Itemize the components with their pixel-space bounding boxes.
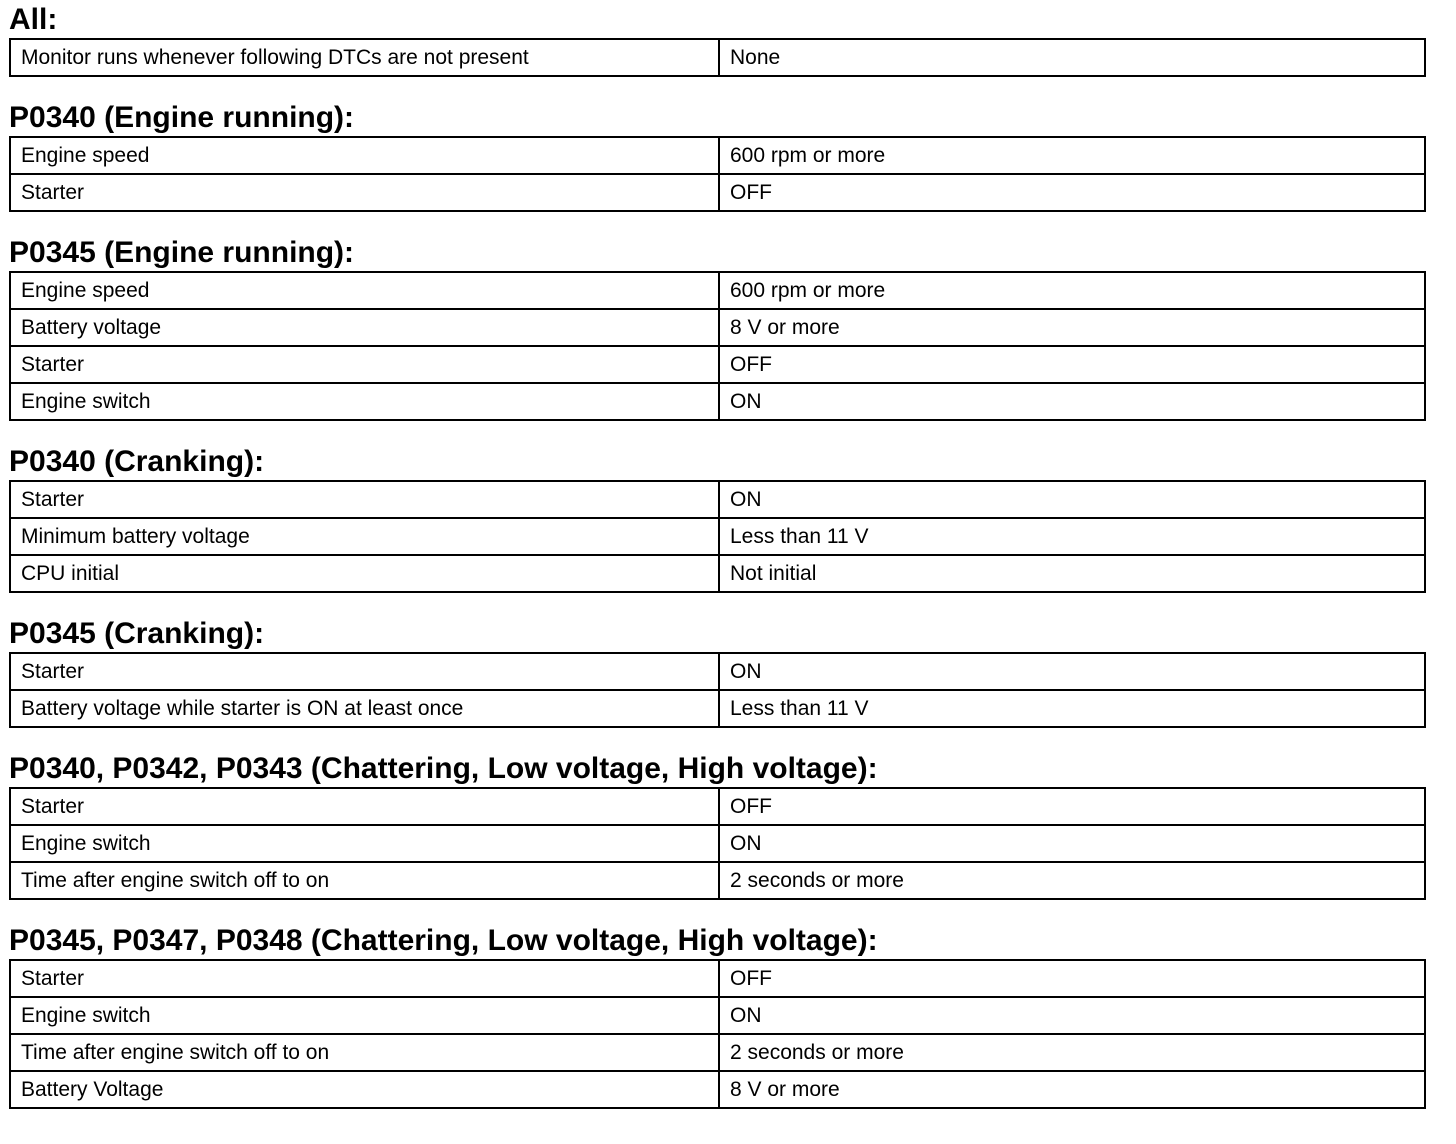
section-title: P0340 (Cranking): — [9, 445, 265, 478]
section-p0345-engine-running — [9, 233, 1426, 421]
table-row — [10, 825, 1425, 862]
table-row — [10, 518, 1425, 555]
section-p0340-cranking — [9, 442, 1426, 593]
condition-value: Less than 11 V — [719, 690, 1425, 727]
table-row — [10, 1071, 1425, 1108]
condition-value: Not initial — [719, 555, 1425, 592]
condition-label: Engine switch — [10, 825, 719, 862]
condition-label: Engine speed — [10, 272, 719, 309]
condition-label: Battery voltage while starter is ON at least once — [10, 690, 719, 727]
condition-label: CPU initial — [10, 555, 719, 592]
table-row — [10, 174, 1425, 211]
condition-label: Monitor runs whenever following DTCs are not present — [10, 39, 719, 76]
condition-value: OFF — [719, 174, 1425, 211]
section-p0345-cranking — [9, 614, 1426, 728]
condition-value: 8 V or more — [719, 309, 1425, 346]
section-all — [9, 0, 1426, 77]
condition-table — [9, 787, 1426, 900]
section-title: P0345 (Cranking): — [9, 617, 265, 650]
section-p0345-chattering — [9, 921, 1426, 1109]
condition-table — [9, 652, 1426, 728]
condition-label: Time after engine switch off to on — [10, 862, 719, 899]
table-row — [10, 346, 1425, 383]
condition-value: ON — [719, 997, 1425, 1034]
condition-value: OFF — [719, 960, 1425, 997]
table-row — [10, 997, 1425, 1034]
table-row — [10, 383, 1425, 420]
condition-label: Starter — [10, 346, 719, 383]
table-row — [10, 690, 1425, 727]
section-title: P0340 (Engine running): — [9, 101, 355, 134]
condition-value: 8 V or more — [719, 1071, 1425, 1108]
condition-table — [9, 271, 1426, 421]
condition-table — [9, 959, 1426, 1109]
condition-label: Starter — [10, 481, 719, 518]
condition-value: 600 rpm or more — [719, 137, 1425, 174]
condition-label: Engine speed — [10, 137, 719, 174]
section-title: P0340, P0342, P0343 (Chattering, Low voltage, High voltage): — [9, 752, 878, 785]
section-p0340-engine-running — [9, 98, 1426, 212]
condition-document — [9, 0, 1426, 1109]
section-p0340-chattering — [9, 749, 1426, 900]
condition-value: OFF — [719, 788, 1425, 825]
section-title: All: — [9, 3, 58, 36]
condition-label: Starter — [10, 788, 719, 825]
condition-value: 2 seconds or more — [719, 862, 1425, 899]
condition-label: Starter — [10, 960, 719, 997]
table-row — [10, 862, 1425, 899]
table-row — [10, 309, 1425, 346]
condition-label: Engine switch — [10, 997, 719, 1034]
condition-table — [9, 480, 1426, 593]
table-row — [10, 788, 1425, 825]
table-row — [10, 960, 1425, 997]
condition-value: ON — [719, 383, 1425, 420]
condition-label: Starter — [10, 653, 719, 690]
condition-table — [9, 38, 1426, 77]
condition-value: ON — [719, 653, 1425, 690]
condition-label: Minimum battery voltage — [10, 518, 719, 555]
condition-value: Less than 11 V — [719, 518, 1425, 555]
table-row — [10, 272, 1425, 309]
table-row — [10, 653, 1425, 690]
section-title: P0345 (Engine running): — [9, 236, 355, 269]
condition-label: Battery voltage — [10, 309, 719, 346]
table-row — [10, 481, 1425, 518]
condition-value: 600 rpm or more — [719, 272, 1425, 309]
condition-value: ON — [719, 481, 1425, 518]
condition-label: Battery Voltage — [10, 1071, 719, 1108]
table-row — [10, 39, 1425, 76]
condition-value: None — [719, 39, 1425, 76]
table-row — [10, 555, 1425, 592]
condition-label: Engine switch — [10, 383, 719, 420]
condition-label: Time after engine switch off to on — [10, 1034, 719, 1071]
condition-value: 2 seconds or more — [719, 1034, 1425, 1071]
condition-label: Starter — [10, 174, 719, 211]
condition-table — [9, 136, 1426, 212]
section-title: P0345, P0347, P0348 (Chattering, Low voltage, High voltage): — [9, 924, 878, 957]
table-row — [10, 137, 1425, 174]
condition-value: OFF — [719, 346, 1425, 383]
condition-value: ON — [719, 825, 1425, 862]
table-row — [10, 1034, 1425, 1071]
